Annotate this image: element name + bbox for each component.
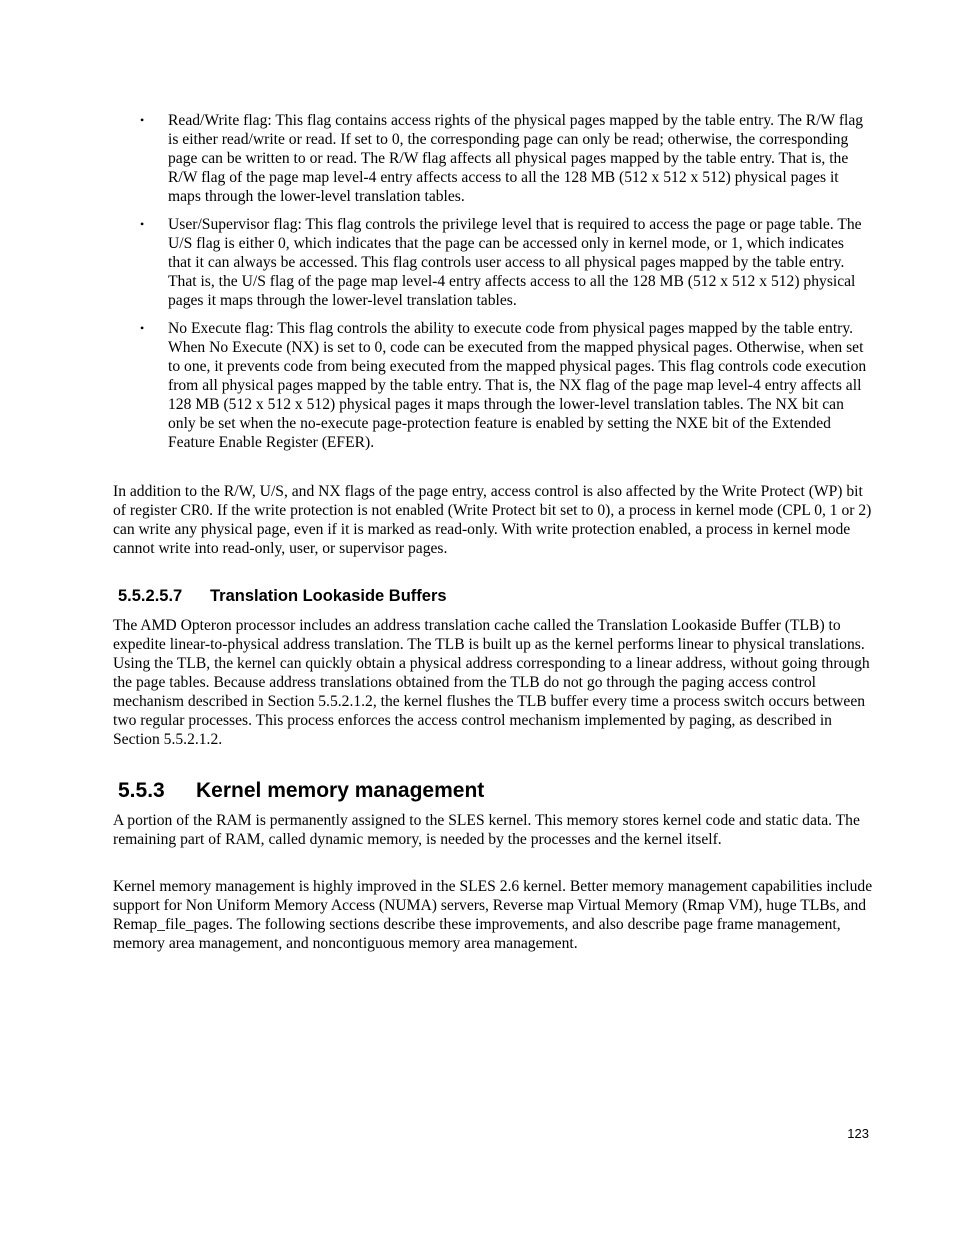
- paragraph-tlb: The AMD Opteron processor includes an address translation cache called the Translation Lookaside Buffer (TLB) to expedite linear-to-physical address translation. The TLB is built up as the kernel performs linear to physical translations. Using the TLB, the kernel can quickly obtain a physical address corresponding to a linear address, without going through the page tables. Because address translations obtained from the TLB do not go through the paging access control mechanism described in Section 5.5.2.1.2, the kernel flushes the TLB buffer every time a process switch occurs between two regular processes. This process enforces the access control mechanism implemented by paging, as described in Section 5.5.2.1.2.: [113, 617, 870, 748]
- section-heading-tlb: [118, 586, 447, 606]
- bullet-symbol: •: [140, 113, 145, 127]
- bullet-no-execute-flag: [0, 319, 868, 452]
- bullet-read-write-flag: [0, 111, 868, 206]
- bullet-text: User/Supervisor flag: This flag controls the privilege level that is required to access the page or page table. The U/S flag is either 0, which indicates that the page can be accessed only in kernel mode, or 1, which indicates that it can always be accessed. This flag controls user access to all physical pages mapped by the table entry. That is, the U/S flag of the page map level-4 entry affects access to all the 128 MB (512 x 512 x 512) physical pages it maps through the lower-level translation tables.: [168, 216, 862, 309]
- bullet-symbol: •: [140, 321, 145, 335]
- bullet-text: Read/Write flag: This flag contains access rights of the physical pages mapped by the table entry. The R/W flag is either read/write or read. If set to 0, the corresponding page can only be read; otherwise, the corresponding page can be written to or read. The R/W flag affects all physical pages mapped by the table entry. That is, the R/W flag of the page map level-4 entry affects access to all the 128 MB (512 x 512 x 512) physical pages it maps through the lower-level translation tables.: [168, 112, 864, 205]
- paragraph-kernel-memory-intro: A portion of the RAM is permanently assigned to the SLES kernel. This memory stores kernel code and static data. The remaining part of RAM, called dynamic memory, is needed by the processes and the kernel itself.: [113, 812, 860, 848]
- section-heading-kernel-memory: [118, 778, 484, 804]
- section-number: 5.5.2.5.7: [118, 587, 183, 605]
- bullet-user-supervisor-flag: [0, 215, 868, 310]
- flag-bullet-list: [0, 111, 954, 461]
- section-title: Translation Lookaside Buffers: [210, 587, 447, 605]
- bullet-symbol: •: [140, 217, 145, 231]
- bullet-text: No Execute flag: This flag controls the ability to execute code from physical pages mapped by the table entry. When No Execute (NX) is set to 0, code can be executed from the mapped physical pages. Otherwise, when set to one, it prevents code from being executed from the mapped physical pages. This flag controls code execution from all physical pages mapped by the table entry. That is, the NX flag of the page map level-4 entry affects all 128 MB (512 x 512 x 512) physical pages it maps through the lower-level translation tables. The NX bit can only be set when the no-execute page-protection feature is enabled by setting the NXE bit of the Extended Feature Enable Register (EFER).: [168, 320, 867, 451]
- paragraph-kernel-memory-improvements: Kernel memory management is highly improved in the SLES 2.6 kernel. Better memory management capabilities include support for Non Uniform Memory Access (NUMA) servers, Reverse map Virtual Memory (Rmap VM), huge TLBs, and Remap_file_pages. The following sections describe these improvements, and also describe page frame management, memory area management, and noncontiguous memory area management.: [113, 878, 873, 952]
- section-number: 5.5.3: [118, 779, 165, 802]
- paragraph-access-control: In addition to the R/W, U/S, and NX flags of the page entry, access control is also affected by the Write Protect (WP) bit of register CR0. If the write protection is not enabled (Write Protect bit set to 0), a process in kernel mode (CPL 0, 1 or 2) can write any physical page, even if it is marked as read-only. With write protection enabled, a process in kernel mode cannot write into read-only, user, or supervisor pages.: [113, 483, 872, 557]
- page-number: 123: [847, 1126, 869, 1141]
- section-title: Kernel memory management: [196, 779, 485, 802]
